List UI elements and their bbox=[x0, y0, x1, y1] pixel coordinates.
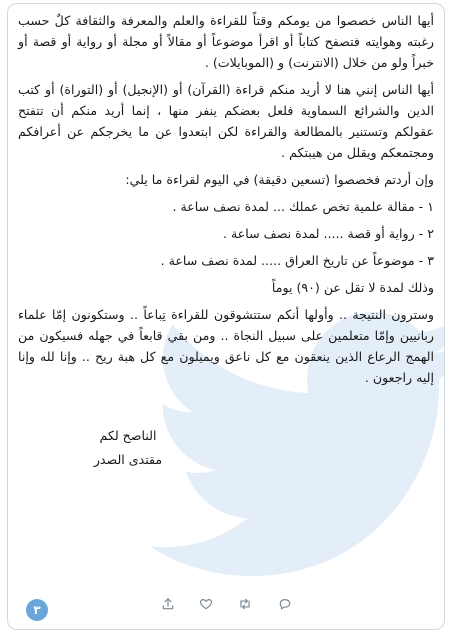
paragraph-schedule: وإن أردتم فخصصوا (تسعين دقيقة) في اليوم لقراءة ما يلي: bbox=[125, 172, 434, 187]
page-number-badge: ٣ bbox=[26, 599, 48, 621]
tweet-body bbox=[18, 10, 434, 388]
list-item-2: ٢ - رواية أو قصة ..... لمدة نصف ساعة . bbox=[223, 226, 434, 241]
tweet-actions bbox=[8, 595, 444, 615]
list-item-3: ٣ - موضوعاً عن تاريخ العراق ..... لمدة نصف ساعة . bbox=[160, 253, 434, 268]
share-icon bbox=[161, 597, 175, 611]
tweet-card bbox=[7, 3, 445, 630]
reply-icon bbox=[278, 597, 292, 611]
paragraph-duration: وذلك لمدة لا تقل عن (٩٠) يوماً bbox=[271, 280, 434, 295]
reply-button[interactable] bbox=[276, 595, 294, 613]
paragraph-intro: أيها الناس خصصوا من يومكم وقتاً للقراءة والعلم والمعرفة والثقافة كلٌ حسب رغبته وهوايته فتصفح كتاباً أو اقرأ موضوعاً أو مقالاً أو مجلة أو رواية أو قصة أو خبراً ولو من خلال (الانترنت) و (الموبايلات) . bbox=[18, 13, 434, 70]
retweet-icon bbox=[238, 597, 252, 611]
signature-title: الناصح لكم bbox=[99, 428, 157, 443]
share-button[interactable] bbox=[159, 595, 177, 613]
paragraph-result: وسترون النتيجة .. وأولها أنكم ستتشوقون للقراءة تِباعاً .. وستكونون إمّا علماء ربانيين وإمّا متعلمين على سبيل النجاة .. ومن بقي قابعاً في جهله فسيكون من الهمج الرعاع الذين ينعقون مع كل ناعق ويميلون مع كل هبة ريح .. وإنا لله وإنا إليه راجعون . bbox=[18, 307, 434, 385]
signature bbox=[68, 424, 188, 472]
list-item-1: ١ - مقالة علمية تخص عملك ... لمدة نصف ساعة . bbox=[172, 199, 434, 214]
heart-icon bbox=[199, 597, 213, 611]
like-button[interactable] bbox=[197, 595, 215, 613]
retweet-button[interactable] bbox=[236, 595, 254, 613]
signature-name: مقتدى الصدر bbox=[93, 452, 163, 467]
paragraph-request: أيها الناس إنني هنا لا أريد منكم قراءة (القرآن) أو (الإنجيل) أو (التوراة) أو كتب الدين والشرائع السماوية فلعل بعضكم ينفر منها ، إنما أريد منكم أن تتفتح عقولكم وتستنير بالمطالعة والقراءة لكن ابتعدوا عن ما يخرجكم عن أعرافكم ومجتمعكم ويقلل من هيبتكم . bbox=[18, 82, 434, 160]
